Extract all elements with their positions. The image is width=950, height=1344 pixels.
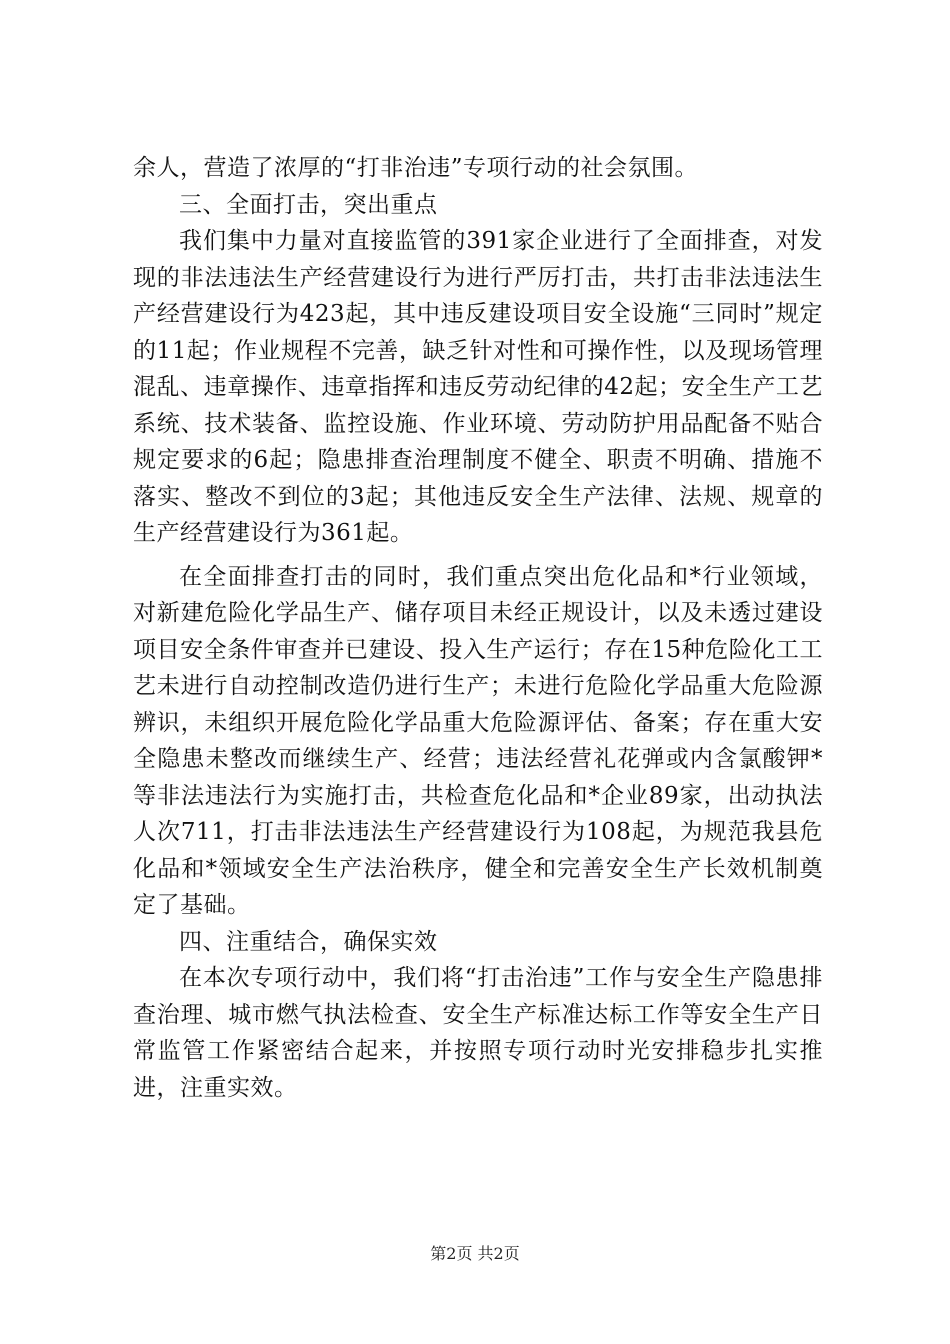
page-footer: 第2页 共2页 xyxy=(430,1244,520,1263)
document-body xyxy=(133,150,823,1106)
paragraph-hazardous-chemicals: 在全面排查打击的同时，我们重点突出危化品和*行业领域，对新建危险化学品生产、储存项目未经正规设计，以及未透过建设项目安全条件审查并已建设、投入生产运行；存在15种危险化工工艺未进行自动控制改造仍进行生产；未进行危险化学品重大危险源辨识，未组织开展危险化学品重大危险源评估、备案；存在重大安全隐患未整改而继续生产、经营；违法经营礼花弹或内含氯酸钾*等非法违法行为实施打击，共检查危化品和*企业89家，出动执法人次711，打击非法违法生产经营建设行为108起，为规范我县危化品和*领域安全生产法治秩序，健全和完善安全生产长效机制奠定了基础。 xyxy=(133,563,823,918)
section-heading-three: 三、全面打击，突出重点 xyxy=(179,191,438,218)
section-heading-four: 四、注重结合，确保实效 xyxy=(179,928,438,955)
paragraph-comprehensive-crackdown: 我们集中力量对直接监管的391家企业进行了全面排查，对发现的非法违法生产经营建设行为进行严厉打击，共打击非法违法生产经营建设行为423起，其中违反建设项目安全设施“三同时”规定的11起；作业规程不完善，缺乏针对性和可操作性，以及现场管理混乱、违章操作、违章指挥和违反劳动纪律的42起；安全生产工艺系统、技术装备、监控设施、作业环境、劳动防护用品配备不贴合规定要求的6起；隐患排查治理制度不健全、职责不明确、措施不落实、整改不到位的3起；其他违反安全生产法律、法规、规章的生产经营建设行为361起。 xyxy=(133,228,823,546)
paragraph-continuation: 余人，营造了浓厚的“打非治违”专项行动的社会氛围。 xyxy=(133,155,699,181)
paragraph-combined-efforts: 在本次专项行动中，我们将“打击治违”工作与安全生产隐患排查治理、城市燃气执法检查、安全生产标准达标工作等安全生产日常监管工作紧密结合起来，并按照专项行动时光安排稳步扎实推进，注重实效。 xyxy=(133,965,823,1101)
